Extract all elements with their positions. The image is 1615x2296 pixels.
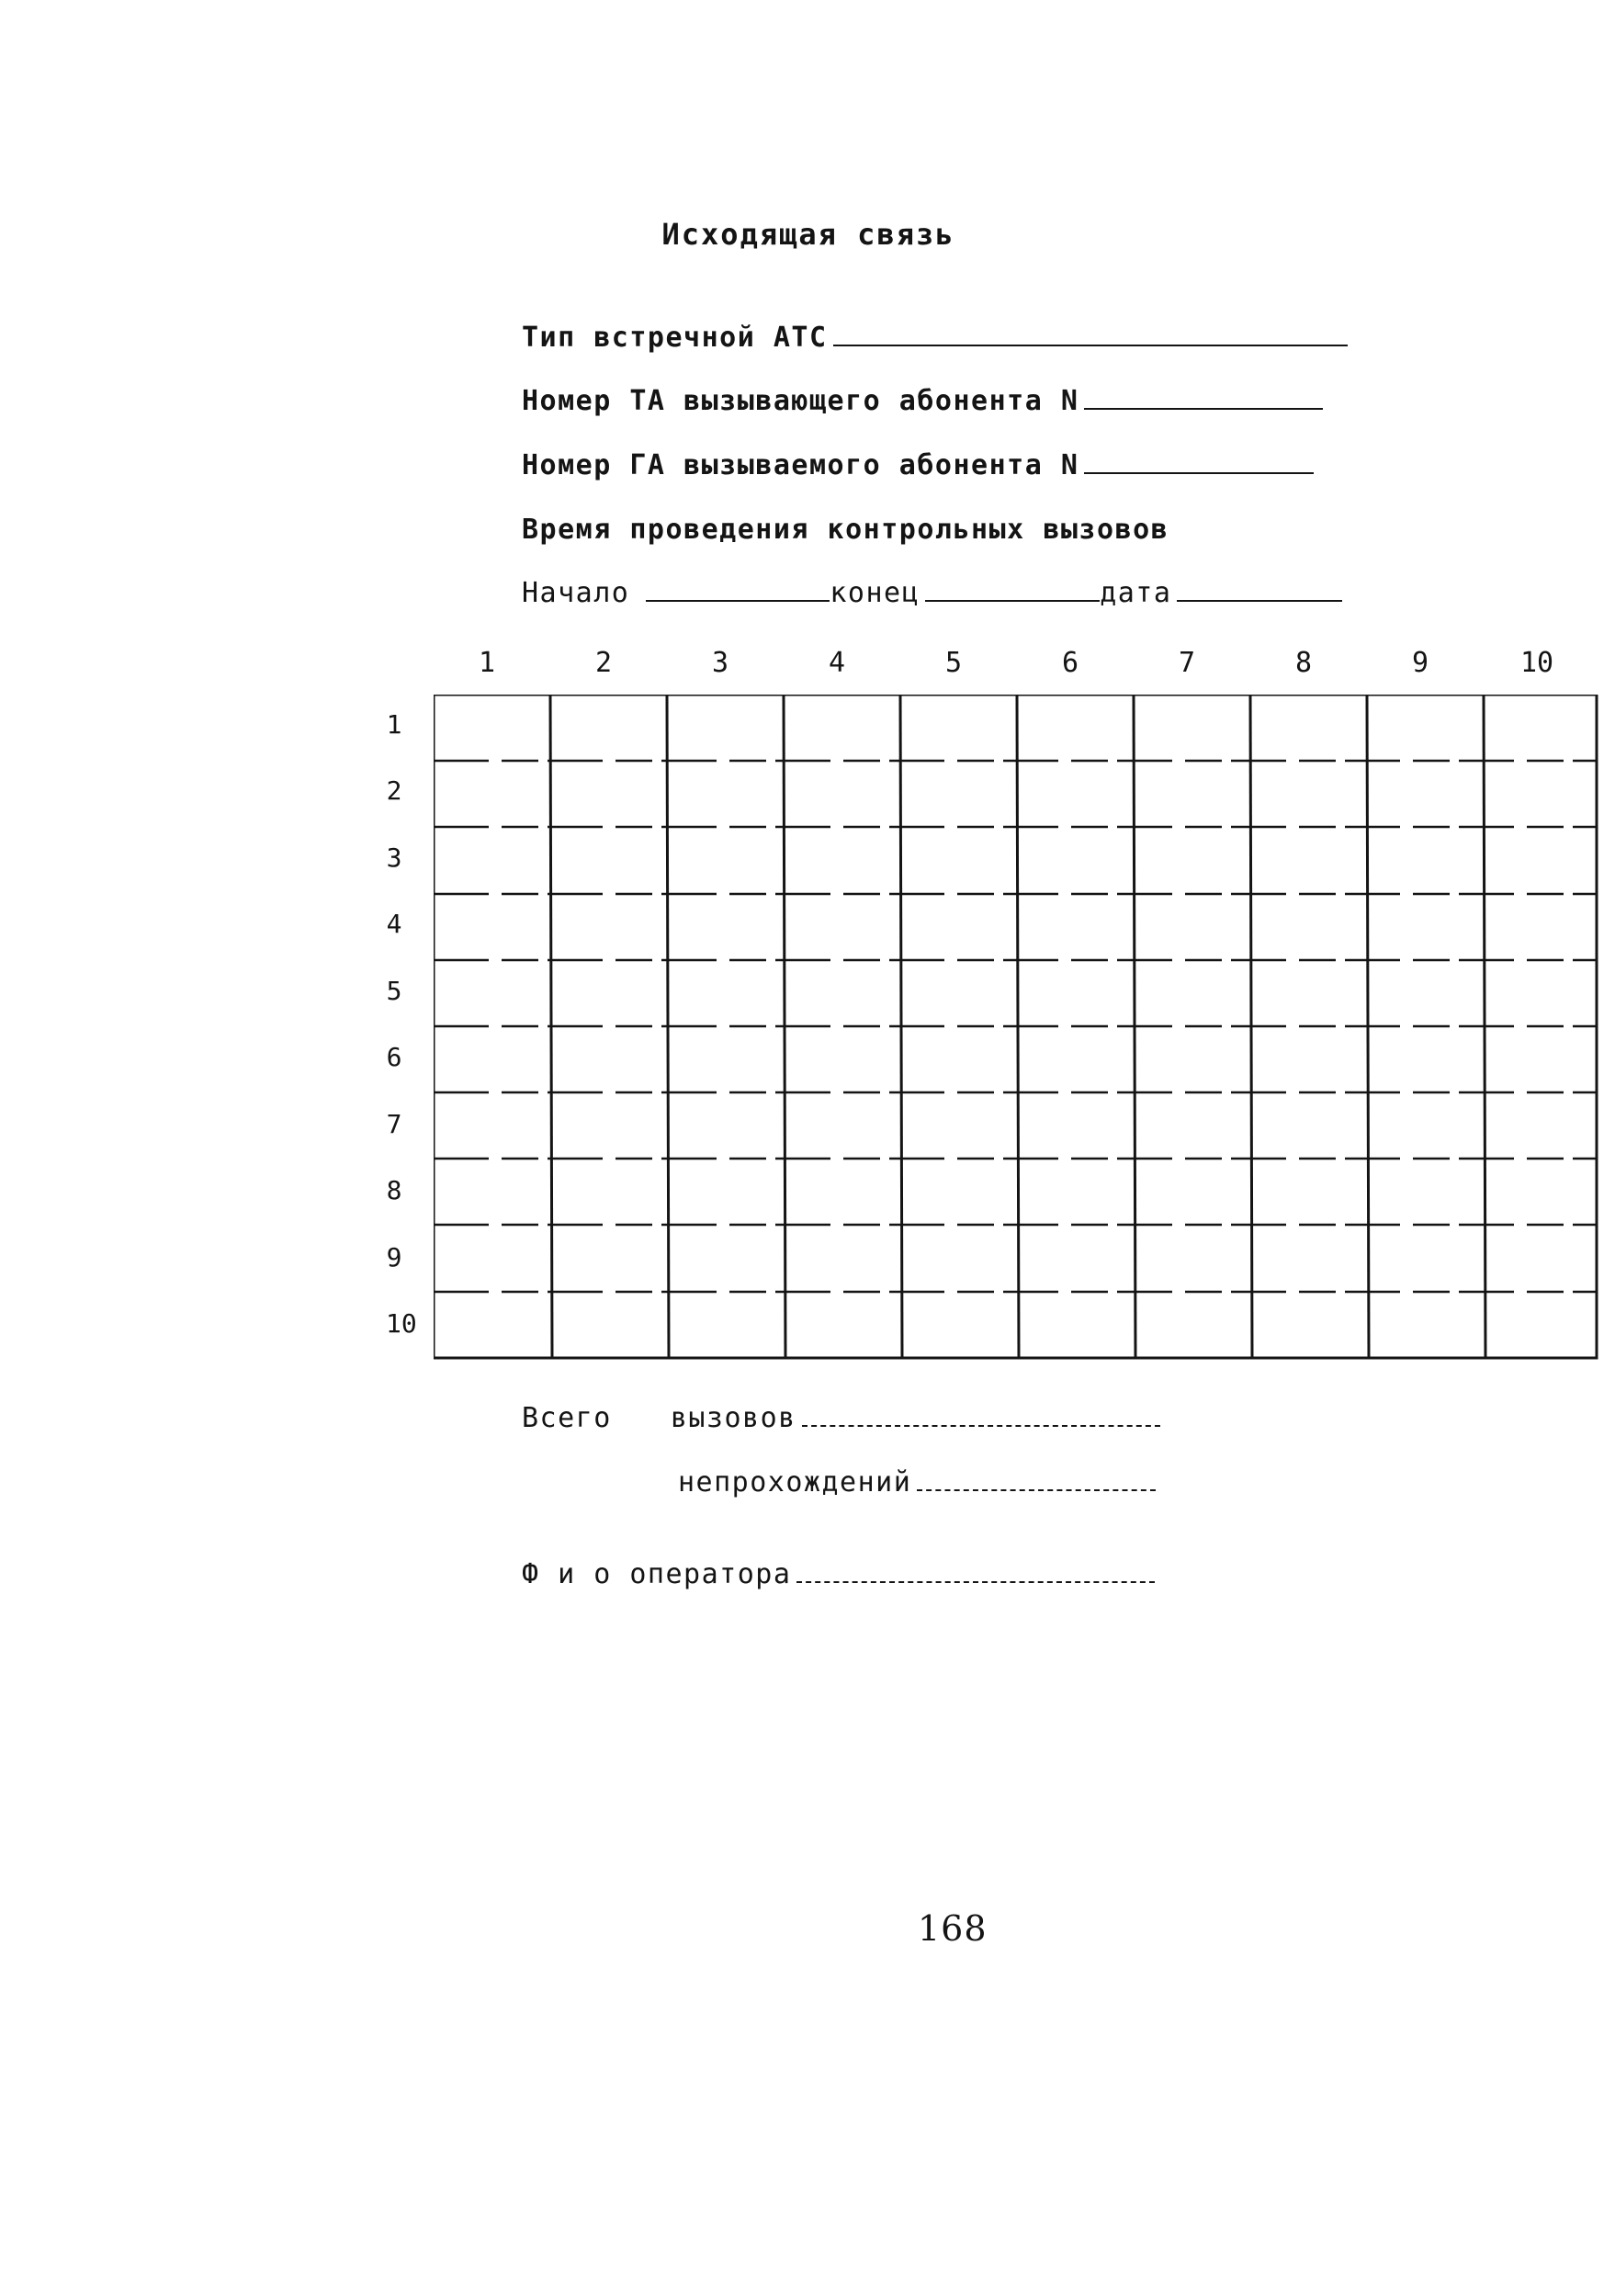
time-range-row [522, 577, 1342, 609]
date-input-line[interactable] [1177, 599, 1342, 602]
exchange-type-input-line[interactable] [833, 344, 1348, 346]
column-header: 7 [1178, 647, 1196, 679]
grid-column-line [900, 695, 902, 1358]
operator-input-line[interactable] [796, 1580, 1155, 1583]
row-header: 9 [386, 1242, 402, 1272]
test-time-row [522, 514, 1169, 546]
operator-row [522, 1558, 1155, 1590]
grid-column-line [1134, 695, 1135, 1358]
grid-column-line [1250, 695, 1252, 1358]
called-number-input-line[interactable] [1084, 471, 1314, 474]
row-header: 1 [386, 709, 402, 740]
column-header: 8 [1294, 647, 1313, 679]
called-number-row [522, 449, 1314, 481]
calls-input-line[interactable] [802, 1424, 1160, 1427]
grid-column-line [784, 695, 785, 1358]
form-title: Исходящая связь [661, 217, 955, 252]
exchange-type-row [522, 322, 1348, 354]
row-header: 2 [386, 775, 402, 806]
row-header: 5 [386, 976, 402, 1006]
start-input-line[interactable] [646, 599, 830, 602]
column-header: 3 [711, 647, 729, 679]
date-label: дата [1100, 577, 1172, 609]
call-results-grid [434, 695, 1600, 1362]
calling-number-row [522, 385, 1323, 417]
failures-label: непрохождений [678, 1466, 912, 1499]
column-header: 6 [1061, 647, 1079, 679]
row-header: 6 [386, 1042, 402, 1072]
page-number: 168 [918, 1908, 988, 1949]
column-header: 9 [1411, 647, 1429, 679]
end-input-line[interactable] [925, 599, 1100, 602]
column-header: 1 [478, 647, 496, 679]
row-header: 7 [386, 1109, 402, 1139]
row-header: 3 [386, 843, 402, 873]
failures-row [678, 1466, 1156, 1499]
row-header: 10 [386, 1308, 417, 1339]
column-header: 4 [828, 647, 846, 679]
total-label: Всего [522, 1402, 612, 1434]
called-number-label: Номер ГА вызываемого абонента N [522, 449, 1079, 481]
exchange-type-label: Тип встречной АТС [522, 322, 828, 354]
grid-column-line [667, 695, 669, 1358]
column-header: 10 [1519, 647, 1554, 679]
grid-column-line [1367, 695, 1369, 1358]
calling-number-label: Номер ТА вызывающего абонента N [522, 385, 1079, 417]
column-header: 2 [594, 647, 613, 679]
end-label: конец [830, 577, 920, 609]
operator-label: Ф и о оператора [522, 1558, 792, 1590]
row-header: 8 [386, 1175, 402, 1205]
row-header: 4 [386, 909, 402, 939]
test-time-label: Время проведения контрольных вызовов [522, 514, 1169, 546]
grid-row-lines [434, 761, 1597, 1292]
failures-input-line[interactable] [917, 1488, 1156, 1491]
total-calls-row [522, 1402, 1160, 1434]
grid-column-line [1017, 695, 1019, 1358]
calls-label: вызовов [670, 1402, 796, 1434]
grid-column-line [550, 695, 552, 1358]
column-header: 5 [944, 647, 963, 679]
calling-number-input-line[interactable] [1084, 407, 1323, 410]
start-label: Начало [522, 577, 630, 609]
grid-column-line [1484, 695, 1485, 1358]
